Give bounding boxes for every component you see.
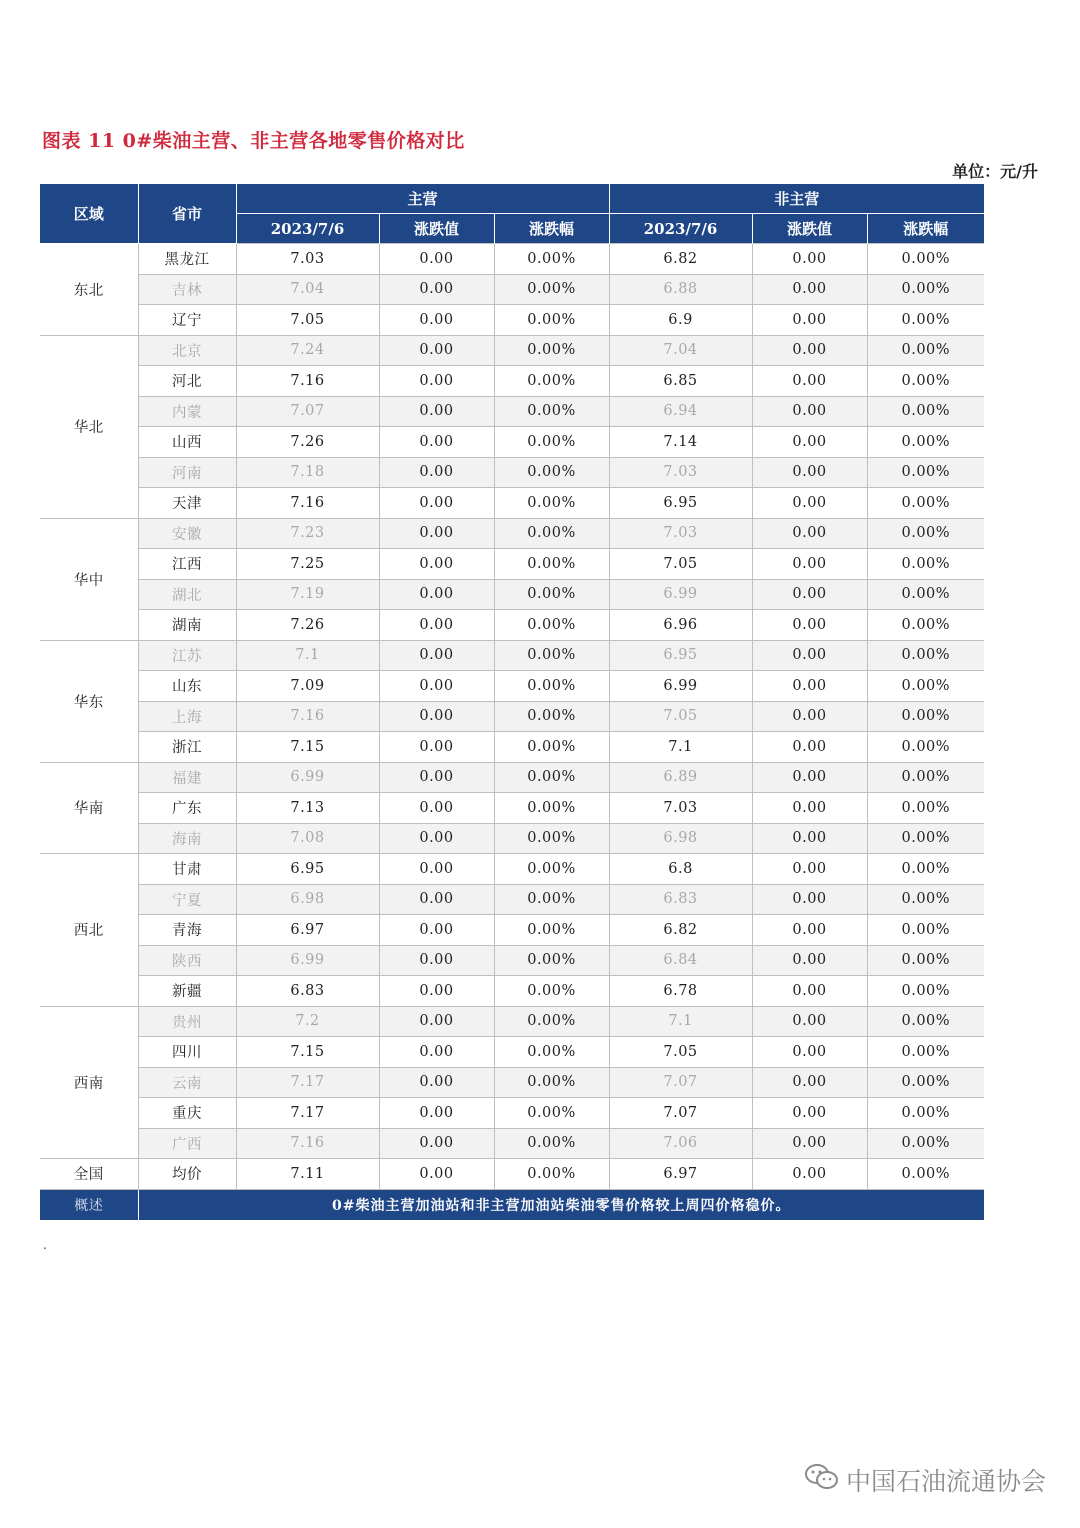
main-change-rate-cell: 0.00% <box>494 762 609 793</box>
main-change-value-cell: 0.00 <box>379 305 494 336</box>
header-province: 省市 <box>138 184 236 244</box>
main-change-value-cell: 0.00 <box>379 915 494 946</box>
main-change-rate-cell: 0.00% <box>494 274 609 305</box>
province-cell: 江西 <box>138 549 236 580</box>
nonmain-change-rate-cell: 0.00% <box>867 640 984 671</box>
nonmain-change-rate-cell: 0.00% <box>867 457 984 488</box>
nonmain-change-value-cell: 0.00 <box>752 396 867 427</box>
nonmain-change-rate-cell: 0.00% <box>867 244 984 275</box>
price-comparison-table <box>40 184 984 1220</box>
nonmain-change-rate-cell: 0.00% <box>867 488 984 519</box>
table-row <box>40 1128 984 1159</box>
nonmain-change-rate-cell: 0.00% <box>867 549 984 580</box>
province-cell: 贵州 <box>138 1006 236 1037</box>
nonmain-price-cell: 6.82 <box>609 244 752 275</box>
main-price-cell: 7.2 <box>236 1006 379 1037</box>
main-change-value-cell: 0.00 <box>379 1067 494 1098</box>
main-price-cell: 7.03 <box>236 244 379 275</box>
main-price-cell: 7.26 <box>236 610 379 641</box>
main-change-rate-cell: 0.00% <box>494 884 609 915</box>
region-cell: 西北 <box>40 854 138 1007</box>
main-price-cell: 6.98 <box>236 884 379 915</box>
header-nonmain-date: 2023/7/6 <box>609 214 752 244</box>
main-price-cell: 7.13 <box>236 793 379 824</box>
nonmain-price-cell: 6.98 <box>609 823 752 854</box>
table-row <box>40 610 984 641</box>
table-row <box>40 671 984 702</box>
main-price-cell: 6.99 <box>236 945 379 976</box>
province-cell: 陕西 <box>138 945 236 976</box>
province-cell: 甘肃 <box>138 854 236 885</box>
nonmain-change-value-cell: 0.00 <box>752 244 867 275</box>
nonmain-price-cell: 6.89 <box>609 762 752 793</box>
province-cell: 山西 <box>138 427 236 458</box>
nonmain-change-rate-cell: 0.00% <box>867 610 984 641</box>
main-change-value-cell: 0.00 <box>379 762 494 793</box>
nonmain-price-cell: 6.99 <box>609 579 752 610</box>
table-title: 图表 11 0#柴油主营、非主营各地零售价格对比 <box>42 130 465 152</box>
main-price-cell: 7.11 <box>236 1159 379 1190</box>
nonmain-change-rate-cell: 0.00% <box>867 945 984 976</box>
nonmain-price-cell: 6.94 <box>609 396 752 427</box>
nonmain-change-value-cell: 0.00 <box>752 1067 867 1098</box>
main-price-cell: 7.04 <box>236 274 379 305</box>
province-cell: 宁夏 <box>138 884 236 915</box>
nonmain-change-value-cell: 0.00 <box>752 1037 867 1068</box>
unit-label: 单位：元/升 <box>952 162 1038 181</box>
province-cell: 云南 <box>138 1067 236 1098</box>
nonmain-price-cell: 6.95 <box>609 640 752 671</box>
table-row <box>40 366 984 397</box>
nonmain-price-cell: 6.82 <box>609 915 752 946</box>
nonmain-change-value-cell: 0.00 <box>752 1006 867 1037</box>
nonmain-change-value-cell: 0.00 <box>752 793 867 824</box>
table-row <box>40 976 984 1007</box>
table-row <box>40 488 984 519</box>
nonmain-change-value-cell: 0.00 <box>752 549 867 580</box>
table-row <box>40 1159 984 1190</box>
nonmain-change-value-cell: 0.00 <box>752 762 867 793</box>
main-change-value-cell: 0.00 <box>379 396 494 427</box>
province-cell: 海南 <box>138 823 236 854</box>
nonmain-change-rate-cell: 0.00% <box>867 1159 984 1190</box>
main-change-rate-cell: 0.00% <box>494 1128 609 1159</box>
nonmain-price-cell: 7.05 <box>609 549 752 580</box>
nonmain-change-value-cell: 0.00 <box>752 823 867 854</box>
nonmain-change-rate-cell: 0.00% <box>867 1037 984 1068</box>
main-change-rate-cell: 0.00% <box>494 915 609 946</box>
region-cell: 西南 <box>40 1006 138 1159</box>
watermark-text: 中国石油流通协会 <box>845 1467 1046 1496</box>
table-row <box>40 1006 984 1037</box>
main-price-cell: 7.1 <box>236 640 379 671</box>
main-change-value-cell: 0.00 <box>379 1159 494 1190</box>
main-change-rate-cell: 0.00% <box>494 1098 609 1129</box>
province-cell: 广东 <box>138 793 236 824</box>
main-change-rate-cell: 0.00% <box>494 945 609 976</box>
header-nonmain-group: 非主营 <box>609 184 984 214</box>
main-change-rate-cell: 0.00% <box>494 1159 609 1190</box>
province-cell: 辽宁 <box>138 305 236 336</box>
region-cell: 华北 <box>40 335 138 518</box>
province-cell: 山东 <box>138 671 236 702</box>
province-cell: 黑龙江 <box>138 244 236 275</box>
main-change-value-cell: 0.00 <box>379 610 494 641</box>
main-price-cell: 7.09 <box>236 671 379 702</box>
table-row <box>40 762 984 793</box>
province-cell: 湖北 <box>138 579 236 610</box>
main-price-cell: 6.83 <box>236 976 379 1007</box>
main-change-rate-cell: 0.00% <box>494 610 609 641</box>
region-cell: 全国 <box>40 1159 138 1190</box>
main-change-rate-cell: 0.00% <box>494 1006 609 1037</box>
main-change-value-cell: 0.00 <box>379 518 494 549</box>
nonmain-change-value-cell: 0.00 <box>752 1159 867 1190</box>
region-cell: 华东 <box>40 640 138 762</box>
table-row <box>40 1037 984 1068</box>
region-cell: 华南 <box>40 762 138 854</box>
region-cell: 东北 <box>40 244 138 336</box>
nonmain-change-value-cell: 0.00 <box>752 945 867 976</box>
table-row <box>40 793 984 824</box>
watermark <box>804 1462 1046 1498</box>
main-change-rate-cell: 0.00% <box>494 1067 609 1098</box>
nonmain-change-rate-cell: 0.00% <box>867 1006 984 1037</box>
nonmain-change-rate-cell: 0.00% <box>867 884 984 915</box>
nonmain-price-cell: 6.78 <box>609 976 752 1007</box>
main-price-cell: 7.26 <box>236 427 379 458</box>
table-row <box>40 732 984 763</box>
main-change-rate-cell: 0.00% <box>494 244 609 275</box>
nonmain-change-value-cell: 0.00 <box>752 884 867 915</box>
main-change-rate-cell: 0.00% <box>494 793 609 824</box>
header-main-date: 2023/7/6 <box>236 214 379 244</box>
nonmain-change-rate-cell: 0.00% <box>867 366 984 397</box>
nonmain-change-rate-cell: 0.00% <box>867 854 984 885</box>
nonmain-change-rate-cell: 0.00% <box>867 1067 984 1098</box>
nonmain-price-cell: 6.84 <box>609 945 752 976</box>
main-change-rate-cell: 0.00% <box>494 823 609 854</box>
nonmain-change-value-cell: 0.00 <box>752 610 867 641</box>
table-row <box>40 1067 984 1098</box>
nonmain-change-rate-cell: 0.00% <box>867 762 984 793</box>
nonmain-change-value-cell: 0.00 <box>752 640 867 671</box>
province-cell: 北京 <box>138 335 236 366</box>
main-change-value-cell: 0.00 <box>379 1128 494 1159</box>
summary-text: 0#柴油主营加油站和非主营加油站柴油零售价格较上周四价格稳价。 <box>138 1189 984 1220</box>
nonmain-price-cell: 7.04 <box>609 335 752 366</box>
province-cell: 吉林 <box>138 274 236 305</box>
nonmain-change-value-cell: 0.00 <box>752 335 867 366</box>
nonmain-price-cell: 7.07 <box>609 1067 752 1098</box>
main-change-value-cell: 0.00 <box>379 945 494 976</box>
nonmain-change-value-cell: 0.00 <box>752 579 867 610</box>
table-row <box>40 305 984 336</box>
main-price-cell: 7.23 <box>236 518 379 549</box>
main-change-value-cell: 0.00 <box>379 1037 494 1068</box>
main-change-value-cell: 0.00 <box>379 244 494 275</box>
main-change-rate-cell: 0.00% <box>494 671 609 702</box>
summary-label: 概述 <box>40 1189 138 1220</box>
nonmain-change-rate-cell: 0.00% <box>867 518 984 549</box>
province-cell: 浙江 <box>138 732 236 763</box>
table-row <box>40 1098 984 1129</box>
main-change-rate-cell: 0.00% <box>494 457 609 488</box>
table-row <box>40 884 984 915</box>
province-cell: 湖南 <box>138 610 236 641</box>
nonmain-change-rate-cell: 0.00% <box>867 793 984 824</box>
nonmain-change-rate-cell: 0.00% <box>867 976 984 1007</box>
table-row <box>40 396 984 427</box>
province-cell: 河北 <box>138 366 236 397</box>
main-change-rate-cell: 0.00% <box>494 976 609 1007</box>
table-row <box>40 701 984 732</box>
province-cell: 福建 <box>138 762 236 793</box>
nonmain-change-value-cell: 0.00 <box>752 732 867 763</box>
main-change-rate-cell: 0.00% <box>494 488 609 519</box>
main-change-rate-cell: 0.00% <box>494 579 609 610</box>
table-row <box>40 823 984 854</box>
main-change-value-cell: 0.00 <box>379 1006 494 1037</box>
nonmain-price-cell: 6.8 <box>609 854 752 885</box>
main-change-value-cell: 0.00 <box>379 854 494 885</box>
nonmain-price-cell: 6.88 <box>609 274 752 305</box>
table-row <box>40 945 984 976</box>
nonmain-price-cell: 6.99 <box>609 671 752 702</box>
province-cell: 四川 <box>138 1037 236 1068</box>
main-change-rate-cell: 0.00% <box>494 427 609 458</box>
main-price-cell: 7.16 <box>236 701 379 732</box>
main-change-value-cell: 0.00 <box>379 427 494 458</box>
main-change-rate-cell: 0.00% <box>494 396 609 427</box>
main-change-rate-cell: 0.00% <box>494 305 609 336</box>
main-change-rate-cell: 0.00% <box>494 1037 609 1068</box>
nonmain-price-cell: 6.9 <box>609 305 752 336</box>
wechat-icon <box>804 1462 840 1498</box>
header-nonmain-change-value: 涨跌值 <box>752 214 867 244</box>
main-change-value-cell: 0.00 <box>379 549 494 580</box>
main-change-value-cell: 0.00 <box>379 579 494 610</box>
main-price-cell: 7.25 <box>236 549 379 580</box>
nonmain-price-cell: 7.1 <box>609 732 752 763</box>
table-row <box>40 244 984 275</box>
main-price-cell: 7.05 <box>236 305 379 336</box>
nonmain-change-rate-cell: 0.00% <box>867 427 984 458</box>
nonmain-price-cell: 6.97 <box>609 1159 752 1190</box>
main-change-value-cell: 0.00 <box>379 488 494 519</box>
header-main-change-rate: 涨跌幅 <box>494 214 609 244</box>
nonmain-price-cell: 7.06 <box>609 1128 752 1159</box>
main-change-rate-cell: 0.00% <box>494 732 609 763</box>
main-change-rate-cell: 0.00% <box>494 701 609 732</box>
main-price-cell: 7.15 <box>236 1037 379 1068</box>
nonmain-change-value-cell: 0.00 <box>752 701 867 732</box>
nonmain-change-rate-cell: 0.00% <box>867 915 984 946</box>
main-price-cell: 7.16 <box>236 366 379 397</box>
nonmain-change-rate-cell: 0.00% <box>867 732 984 763</box>
main-change-rate-cell: 0.00% <box>494 335 609 366</box>
nonmain-change-rate-cell: 0.00% <box>867 396 984 427</box>
province-cell: 内蒙 <box>138 396 236 427</box>
main-change-value-cell: 0.00 <box>379 793 494 824</box>
nonmain-change-rate-cell: 0.00% <box>867 671 984 702</box>
province-cell: 均价 <box>138 1159 236 1190</box>
main-change-rate-cell: 0.00% <box>494 366 609 397</box>
main-change-value-cell: 0.00 <box>379 274 494 305</box>
table-row <box>40 274 984 305</box>
main-price-cell: 6.97 <box>236 915 379 946</box>
nonmain-change-rate-cell: 0.00% <box>867 823 984 854</box>
table-row <box>40 579 984 610</box>
table-row <box>40 640 984 671</box>
main-price-cell: 7.16 <box>236 1128 379 1159</box>
nonmain-price-cell: 7.05 <box>609 1037 752 1068</box>
province-cell: 重庆 <box>138 1098 236 1129</box>
nonmain-price-cell: 7.1 <box>609 1006 752 1037</box>
main-price-cell: 7.18 <box>236 457 379 488</box>
header-region: 区域 <box>40 184 138 244</box>
table-row <box>40 427 984 458</box>
main-price-cell: 6.99 <box>236 762 379 793</box>
province-cell: 上海 <box>138 701 236 732</box>
nonmain-change-value-cell: 0.00 <box>752 457 867 488</box>
nonmain-price-cell: 6.85 <box>609 366 752 397</box>
header-main-change-value: 涨跌值 <box>379 214 494 244</box>
table-row <box>40 915 984 946</box>
nonmain-price-cell: 7.03 <box>609 518 752 549</box>
nonmain-change-value-cell: 0.00 <box>752 488 867 519</box>
nonmain-price-cell: 7.14 <box>609 427 752 458</box>
nonmain-change-value-cell: 0.00 <box>752 1098 867 1129</box>
nonmain-price-cell: 7.03 <box>609 793 752 824</box>
main-change-rate-cell: 0.00% <box>494 518 609 549</box>
nonmain-change-rate-cell: 0.00% <box>867 305 984 336</box>
summary-row <box>40 1189 984 1220</box>
header-main-group: 主营 <box>236 184 609 214</box>
nonmain-change-value-cell: 0.00 <box>752 915 867 946</box>
main-change-value-cell: 0.00 <box>379 884 494 915</box>
nonmain-change-value-cell: 0.00 <box>752 427 867 458</box>
main-change-value-cell: 0.00 <box>379 366 494 397</box>
nonmain-change-rate-cell: 0.00% <box>867 274 984 305</box>
nonmain-change-value-cell: 0.00 <box>752 366 867 397</box>
main-change-value-cell: 0.00 <box>379 1098 494 1129</box>
nonmain-price-cell: 6.95 <box>609 488 752 519</box>
nonmain-change-value-cell: 0.00 <box>752 274 867 305</box>
main-change-value-cell: 0.00 <box>379 457 494 488</box>
province-cell: 江苏 <box>138 640 236 671</box>
nonmain-price-cell: 7.05 <box>609 701 752 732</box>
main-change-rate-cell: 0.00% <box>494 640 609 671</box>
main-price-cell: 7.15 <box>236 732 379 763</box>
main-price-cell: 6.95 <box>236 854 379 885</box>
main-price-cell: 7.17 <box>236 1067 379 1098</box>
main-change-value-cell: 0.00 <box>379 732 494 763</box>
table-row <box>40 854 984 885</box>
main-price-cell: 7.19 <box>236 579 379 610</box>
province-cell: 天津 <box>138 488 236 519</box>
main-change-value-cell: 0.00 <box>379 701 494 732</box>
table-row <box>40 457 984 488</box>
nonmain-change-value-cell: 0.00 <box>752 1128 867 1159</box>
nonmain-change-value-cell: 0.00 <box>752 854 867 885</box>
main-change-value-cell: 0.00 <box>379 823 494 854</box>
main-change-value-cell: 0.00 <box>379 335 494 366</box>
footnote-dot: . <box>43 1238 47 1252</box>
main-price-cell: 7.07 <box>236 396 379 427</box>
nonmain-change-value-cell: 0.00 <box>752 305 867 336</box>
nonmain-change-value-cell: 0.00 <box>752 518 867 549</box>
province-cell: 青海 <box>138 915 236 946</box>
nonmain-change-rate-cell: 0.00% <box>867 579 984 610</box>
main-price-cell: 7.24 <box>236 335 379 366</box>
main-change-value-cell: 0.00 <box>379 640 494 671</box>
nonmain-price-cell: 6.83 <box>609 884 752 915</box>
nonmain-change-rate-cell: 0.00% <box>867 1098 984 1129</box>
nonmain-change-rate-cell: 0.00% <box>867 701 984 732</box>
nonmain-change-rate-cell: 0.00% <box>867 335 984 366</box>
nonmain-change-rate-cell: 0.00% <box>867 1128 984 1159</box>
province-cell: 新疆 <box>138 976 236 1007</box>
table-body <box>40 244 984 1220</box>
table-row <box>40 335 984 366</box>
province-cell: 安徽 <box>138 518 236 549</box>
nonmain-change-value-cell: 0.00 <box>752 976 867 1007</box>
table-row <box>40 549 984 580</box>
nonmain-price-cell: 6.96 <box>609 610 752 641</box>
main-price-cell: 7.17 <box>236 1098 379 1129</box>
nonmain-price-cell: 7.07 <box>609 1098 752 1129</box>
main-change-rate-cell: 0.00% <box>494 854 609 885</box>
province-cell: 河南 <box>138 457 236 488</box>
main-price-cell: 7.16 <box>236 488 379 519</box>
main-change-value-cell: 0.00 <box>379 976 494 1007</box>
nonmain-change-value-cell: 0.00 <box>752 671 867 702</box>
main-change-value-cell: 0.00 <box>379 671 494 702</box>
table-row <box>40 518 984 549</box>
province-cell: 广西 <box>138 1128 236 1159</box>
main-price-cell: 7.08 <box>236 823 379 854</box>
nonmain-price-cell: 7.03 <box>609 457 752 488</box>
header-nonmain-change-rate: 涨跌幅 <box>867 214 984 244</box>
main-change-rate-cell: 0.00% <box>494 549 609 580</box>
region-cell: 华中 <box>40 518 138 640</box>
